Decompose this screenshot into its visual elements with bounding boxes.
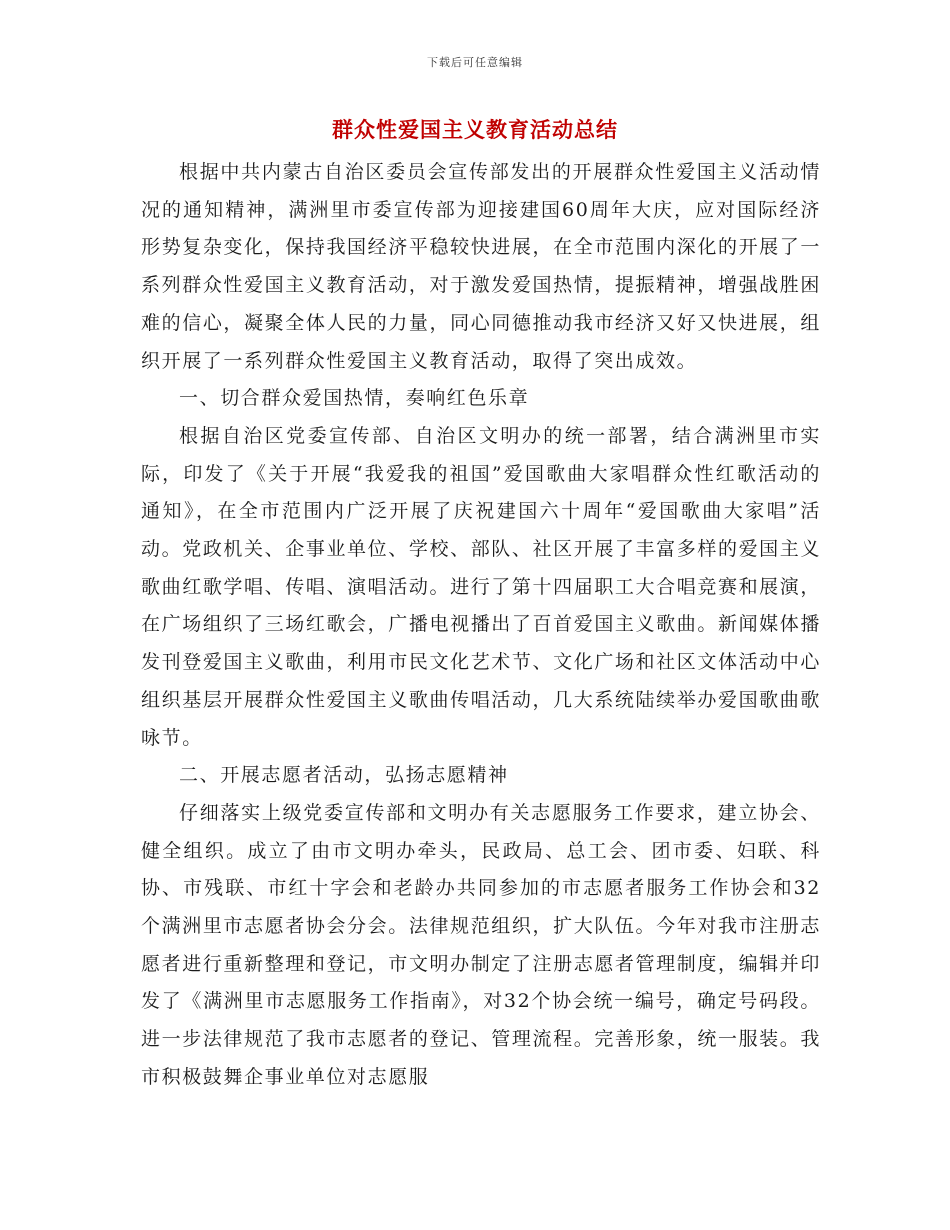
- document-title: 群众性爱国主义教育活动总结: [332, 117, 618, 142]
- section-heading-1: 一、切合群众爱国热情，奏响红色乐章: [179, 387, 530, 410]
- document-body: [141, 154, 821, 1097]
- paragraph-intro: 根据中共内蒙古自治区委员会宣传部发出的开展群众性爱国主义活动情况的通知精神，满洲里市委宣传部为迎接建国60周年大庆，应对国际经济形势复杂变化，保持我国经济平稳较快进展，在全市范围内深化的开展了一系列群众性爱国主义教育活动，对于激发爱国热情，提振精神，增强战胜困难的信心，凝聚全体人民的力量，同心同德推动我市经济又好又快进展，组织开展了一系列群众性爱国主义教育活动，取得了突出成效。: [141, 161, 821, 372]
- paragraph-section-2: 仔细落实上级党委宣传部和文明办有关志愿服务工作要求，建立协会、健全组织。成立了由市文明办牵头，民政局、总工会、团市委、妇联、科协、市残联、市红十字会和老龄办共同参加的市志愿者服务工作协会和32个满洲里市志愿者协会分会。法律规范组织，扩大队伍。今年对我市注册志愿者进行重新整理和登记，市文明办制定了注册志愿者管理制度，编辑并印发了《满洲里市志愿服务工作指南》，对32个协会统一编号，确定号码段。进一步法律规范了我市志愿者的登记、管理流程。完善形象，统一服装。我市积极鼓舞企事业单位对志愿服: [141, 801, 821, 1088]
- header-note: 下载后可任意编辑: [427, 56, 523, 69]
- section-heading-2: 二、开展志愿者活动，弘扬志愿精神: [179, 764, 509, 787]
- paragraph-section-1: 根据自治区党委宣传部、自治区文明办的统一部署，结合满洲里市实际，印发了《关于开展“我爱我的祖国”爱国歌曲大家唱群众性红歌活动的通知》，在全市范围内广泛开展了庆祝建国六十周年“爱国歌曲大家唱”活动。党政机关、企事业单位、学校、部队、社区开展了丰富多样的爱国主义歌曲红歌学唱、传唱、演唱活动。进行了第十四届职工大合唱竞赛和展演，在广场组织了三场红歌会，广播电视播出了百首爱国主义歌曲。新闻媒体播发刊登爱国主义歌曲，利用市民文化艺术节、文化广场和社区文体活动中心组织基层开展群众性爱国主义歌曲传唱活动，几大系统陆续举办爱国歌曲歌咏节。: [141, 424, 821, 749]
